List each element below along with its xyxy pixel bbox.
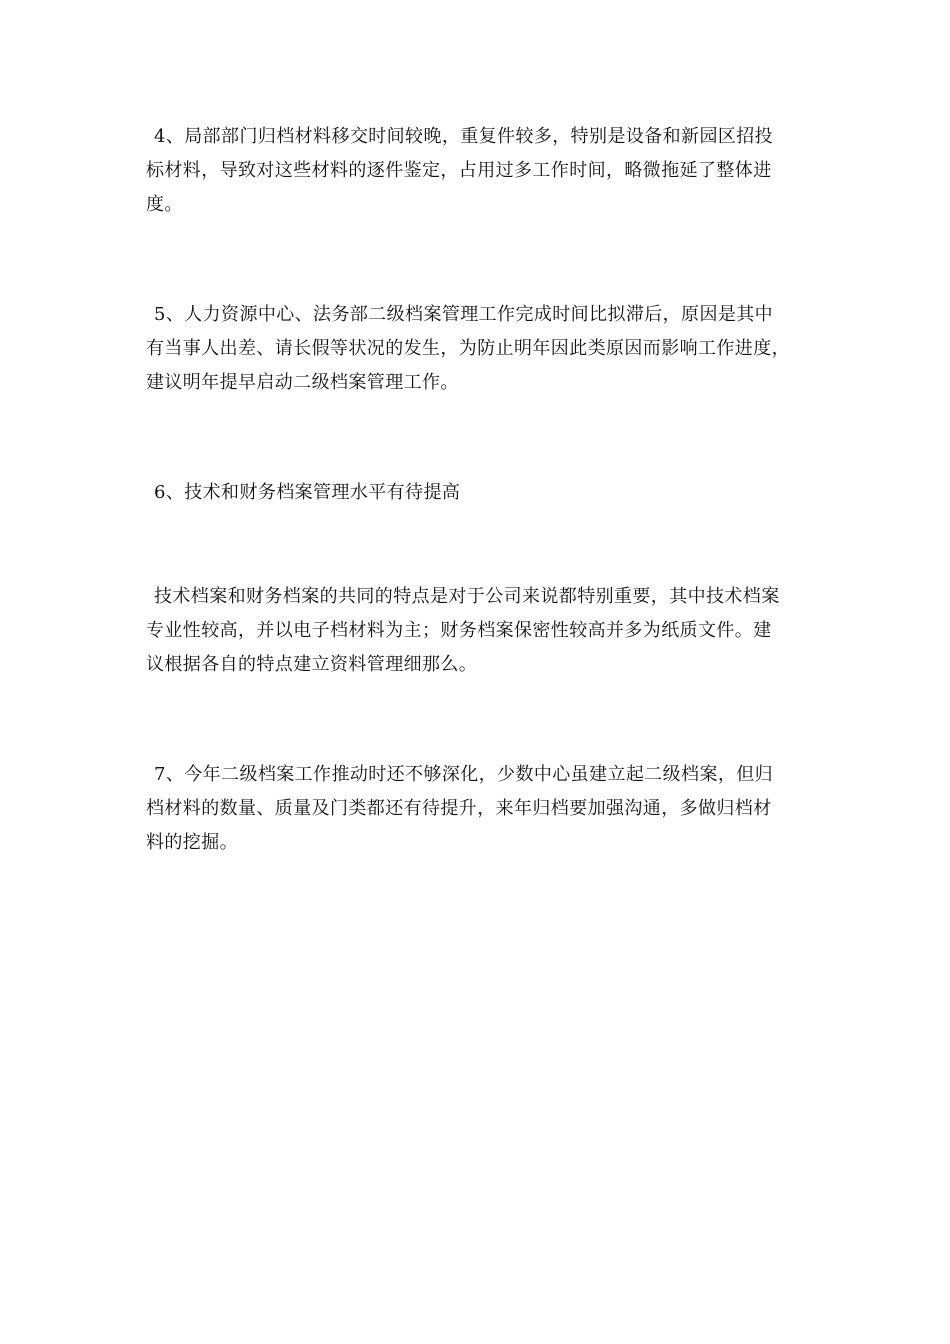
paragraph-item-7 <box>146 758 810 860</box>
paragraph-line: 有当事人出差、请长假等状况的发生，为防止明年因此类原因而影响工作进度， <box>146 338 790 359</box>
paragraph-item-5 <box>146 298 810 400</box>
paragraph-tech-finance <box>146 580 810 682</box>
paragraph-line: 专业性较高，并以电子档材料为主；财务档案保密性较高并多为纸质文件。建 <box>146 620 772 641</box>
paragraph-item-4 <box>146 120 810 222</box>
paragraph-line: 建议明年提早启动二级档案管理工作。 <box>146 372 459 393</box>
paragraph-line: 技术档案和财务档案的共同的特点是对于公司来说都特别重要，其中技术档案 <box>154 586 780 607</box>
paragraph-line: 料的挖掘。 <box>146 832 238 853</box>
paragraph-line: 7、今年二级档案工作推动时还不够深化，少数中心虽建立起二级档案，但归 <box>154 764 774 785</box>
paragraph-line: 档材料的数量、质量及门类都还有待提升，来年归档要加强沟通，多做归档材 <box>146 798 772 819</box>
paragraph-line: 度。 <box>146 194 183 215</box>
paragraph-item-6-heading <box>146 476 810 510</box>
paragraph-line: 5、人力资源中心、法务部二级档案管理工作完成时间比拟滞后，原因是其中 <box>154 304 774 325</box>
paragraph-line: 4、局部部门归档材料移交时间较晚，重复件较多，特别是设备和新园区招投 <box>154 126 774 147</box>
paragraph-line: 6、技术和财务档案管理水平有待提高 <box>154 482 461 503</box>
paragraph-line: 议根据各自的特点建立资料管理细那么。 <box>146 654 478 675</box>
paragraph-line: 标材料，导致对这些材料的逐件鉴定，占用过多工作时间，略微拖延了整体进 <box>146 160 772 181</box>
